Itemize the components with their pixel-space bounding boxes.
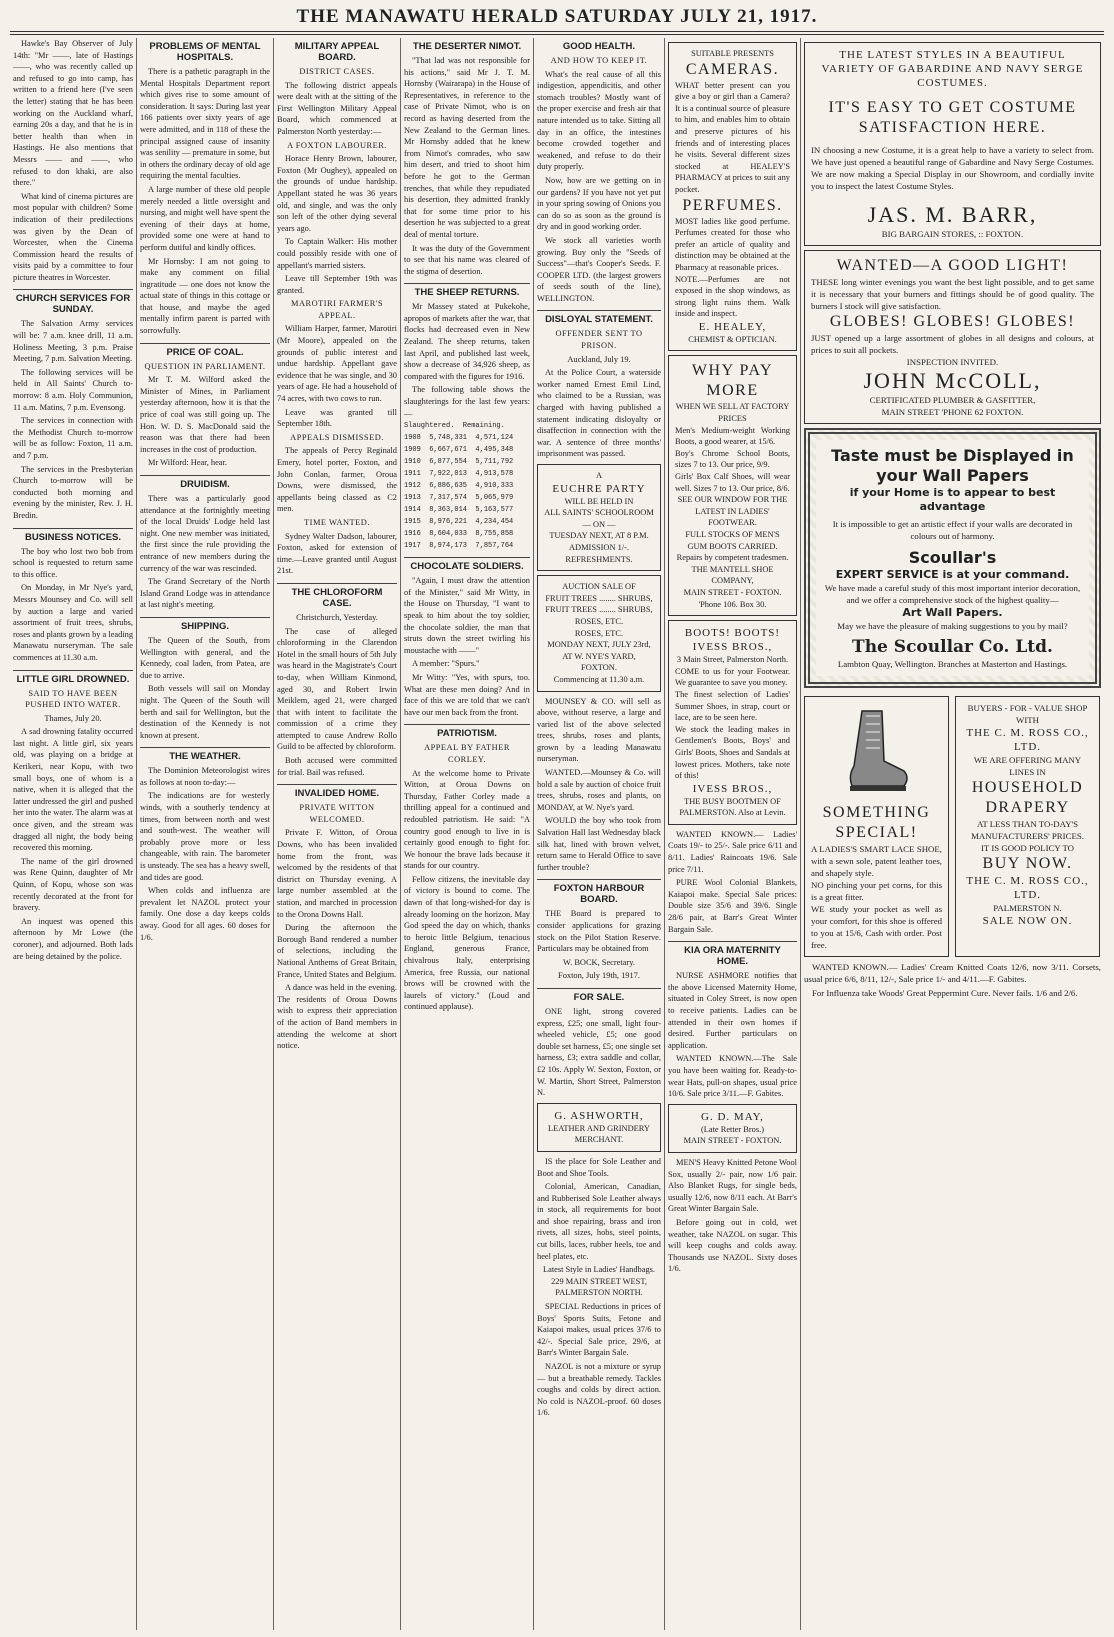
article-paragraph: During the afternoon the Borough Band rendered a number of selections, including the National Anthems of Great Britain, France, United States and Belgium. (277, 923, 397, 979)
ad-line: LEATHER AND GRINDERY MERCHANT. (548, 1123, 650, 1145)
ivess-ad (668, 620, 797, 825)
ad-line: FULL STOCKS OF MEN'S GUM BOOTS CARRIED. (685, 530, 780, 551)
ad-line: It is impossible to get an artistic effect if your walls are decorated in colours out of harmony. (832, 519, 1073, 541)
scoullar-wallpaper-ad (804, 428, 1101, 688)
table-header: Slaughtered. Remaining. (404, 422, 505, 431)
ad-line: 3 Main Street, Palmerston North. (676, 655, 789, 665)
article-paragraph: WANTED.—Mounsey & Co. will hold a sale by auction of choice fruit trees, shrubs, roses and plants, on MONDAY, at W. Nye's yard. (537, 768, 661, 812)
column-5 (534, 38, 664, 1630)
ad-text: Men's Medium-weight Working Boots, a good wearer, at 15/6. (675, 425, 790, 447)
table-row: 1909 6,667,671 4,495,348 (404, 446, 514, 455)
table-row: 1910 6,877,554 5,711,792 (404, 458, 514, 467)
article-paragraph: NURSE ASHMORE notifies that the above Licensed Maternity Home, situated in Coley Street, is now open to receive patients. Ladies can be attended in their own homes if desired. Further particulars on application. (668, 971, 797, 1050)
ad-title: WHY PAY (691, 362, 774, 380)
ad-text: NO pinching your pet corns, for this is a great fitter. (811, 880, 942, 902)
headline-deserter: THE DESERTER NIMOT. (412, 41, 522, 52)
article-paragraph: William Harper, farmer, Marotiri (Mr Moore), appealed on the grounds of public interest and undue hardship. Appellant gave evidence that he was single, and 30 years of age. He had a household of 74 acres, with two cows to run. (277, 324, 397, 404)
headline-harbour-board: FOXTON HARBOUR BOARD. (537, 879, 661, 905)
article-paragraph: Mr Hornsby: I am not going to make any comment on filial ingratitude — one does not know the actual state of things in this cottage or that house, and maybe the aged mentally infirm parent is parted with sorrowfully. (140, 256, 270, 336)
ad-title: THE C. M. ROSS CO., LTD. (966, 727, 1089, 753)
ad-text: We stock the leading makes in Gentlemen's Boots, Boys' and Girls' Boots, Shoes and Sandals at lowest prices. Mothers, take note of this! (675, 724, 790, 781)
headline-good-health: GOOD HEALTH. (562, 41, 636, 52)
ad-line: CHEMIST & OPTICIAN. (688, 334, 777, 344)
article-paragraph: When colds and influenza are prevalent let NAZOL protect your family. One dose a day keeps colds away. Good for all ages. 60 doses for 1/6. (140, 886, 270, 942)
ad-line: FRUIT TREES ........ SHRUBS, (545, 593, 653, 603)
article-paragraph: Colonial, American, Canadian, and Rubberised Sole Leather always in stock, all requirements for boot and shoe repairing, brass and iron rivets, all sizes, hobs, steel points, cut bills, laces, rubber heels, toe and heel plates, etc. (537, 1182, 661, 1261)
article-paragraph: At the Police Court, a waterside worker named Ernest Emil Lind, who claimed to be a Russian, was charged with having published a statement indicating disloyalty or disaffection in connection with the war. A sentence of three months' imprisonment was passed. (537, 368, 661, 459)
subheadline: SAID TO HAVE BEEN PUSHED INTO WATER. (25, 688, 121, 710)
article-paragraph: An inquest was opened this afternoon by Mr Lowe (the coroner), and adjourned. Both lads are being detained by the police. (13, 916, 133, 961)
masthead-rule (10, 31, 1104, 32)
table-row: 1913 7,317,574 5,065,979 (404, 494, 514, 503)
ad-title: GLOBES! GLOBES! GLOBES! (829, 313, 1076, 330)
ad-title: JAS. M. BARR, (867, 202, 1038, 227)
barr-costume-ad (804, 42, 1101, 246)
ad-line: WILL BE HELD IN (564, 496, 634, 506)
column-3 (274, 38, 400, 1630)
ad-line: May we have the pleasure of making suggestions to you by mail? (837, 621, 1068, 631)
article-paragraph: Fellow citizens, the inevitable day of victory is bound to come. The dawn of that long-wished-for day is already looming on the horizon. May God speed the day on which, thanks to heroic little Belgium, tenacious England, generous France, chivalrous Italy, enterprising America, free Russia, our national brows will be crowned with the laurels of victory." (Loud and continued applause). (404, 874, 530, 1012)
article-paragraph: Private F. Witton, of Oroua Downs, who has been invalided home from the front, was welcomed by the residents of that district on Thursday evening. A large number assembled at the station, and marched in procession to the Orona Downs Hall. (277, 828, 397, 919)
ad-title: Scoullar's (908, 548, 997, 567)
headline-mental-hospitals: PROBLEMS OF MENTAL HOSPITALS. (149, 41, 261, 63)
masthead: THE MANAWATU HERALD SATURDAY JULY 21, 1917. (296, 6, 818, 27)
article-paragraph: The Grand Secretary of the North Island Grand Lodge was in attendance at last night's meeting. (140, 577, 270, 610)
ad-text: WHAT better present can you give a boy or girl than a Camera? It is a continual source of pleasure to him, and enables him to obtain and preserve pictures of his friends and of interesting places he visits. Several different sizes stocked at HEALEY'S PHARMACY at prices to suit any pocket. (675, 80, 790, 194)
article-paragraph: It was the duty of the Government to see that his name was cleared of the stigma of desertion. (404, 243, 530, 276)
article-paragraph: THE Board is prepared to consider applications for grazing stock on the Pilot Station Reserve. Particulars may be obtained from (537, 909, 661, 954)
article-paragraph: What kind of cinema pictures are most popular with children? Some indication of their predilections was given by the Dean of Worcester, when the Cinema Commission heard the results of visits paid by a committee to four picture theatres in Worcester. (13, 191, 133, 282)
subheadline: PRIVATE WITTON WELCOMED. (299, 803, 375, 824)
article-paragraph: Both accused were committed for trial. Bail was refused. (277, 756, 397, 777)
table-row: 1915 8,976,221 4,234,454 (404, 518, 514, 527)
article-paragraph: WANTED KNOWN.— Ladies' Cream Knitted Coats 12/6, now 3/11. Corsets, usual price 6/6, 8/11, 12/-, Sale price 1/- and 4/11.—F. Gabites. (804, 962, 1101, 984)
ad-line: if your Home is to appear to best advantage (849, 486, 1056, 513)
ad-title: WANTED—A GOOD LIGHT! (836, 257, 1069, 274)
ad-title: IVESS BROS., (692, 782, 773, 795)
article-paragraph: There is a pathetic paragraph in the Mental Hospitals Department report which gives rise to some amount of consideration. It says: During last year 166 patients over sixty years of age were admitted, and in 118 of these the principal assigned cause of insanity was senility — premature in some, but in others the ordinary decay of old age requiring the mental faculties. (140, 67, 270, 181)
article-paragraph: IS the place for Sole Leather and Boot and Shoe Tools. (537, 1156, 661, 1178)
ad-line: TUESDAY NEXT, AT 8 P.M. (549, 531, 649, 541)
column-4 (401, 38, 533, 1630)
ad-line: CERTIFICATED PLUMBER & GASFITTER, (869, 395, 1036, 405)
ad-line: BIG BARGAIN STORES, :: FOXTON. (881, 229, 1024, 239)
ad-line: A (595, 471, 603, 480)
ad-line: FRUIT TREES ........ SHRUBS, (545, 605, 653, 615)
ad-title: PERFUMES. (682, 196, 783, 214)
article-paragraph: Mr Massey stated at Pukekohe, apropos of markets after the war, that flocks had decreased even in New Zealand. The sheep returns, taken last April, and published last week, show a decrease of 34,926 sheep, as compared with the figures for 1916. (404, 302, 530, 381)
ad-title: G. ASHWORTH, (554, 1109, 644, 1122)
signature: W. BOCK, Secretary. (563, 957, 635, 967)
ad-title: Art Wall Papers. (902, 606, 1003, 619)
dateline: Foxton, July 19th, 1917. (558, 971, 640, 981)
ad-line: MAIN STREET - FOXTON. (683, 587, 782, 597)
table-row: 1916 8,604,033 8,755,858 (404, 530, 514, 539)
article-paragraph: There was a particularly good attendance at the fortnightly meeting of the local Druids' Lodge held last night. One new member was initiated, the first since the rule providing the entrance of new members during the currency of the war was rescinded. (140, 494, 270, 573)
ad-text: WE study your pocket as well as your comfort, for this shoe is offered to you at 15/6, Cash with order. Post free. (811, 904, 942, 950)
ad-title: G. D. MAY, (701, 1110, 764, 1123)
ad-text: COME to us for your Footwear. We guarantee to save you money. (675, 666, 790, 688)
article-paragraph: The indications are for westerly winds, with a southerly tendency at times, from between north and west and south-west. The weather will probably prove more or less changeable, with rain. The barometer is unsteady. The sea has a heavy swell, and tides are good. (140, 791, 270, 882)
ad-line: ADMISSION 1/-. REFRESHMENTS. (565, 542, 633, 564)
ad-title: HOUSEHOLD DRAPERY (971, 779, 1084, 816)
headline-for-sale: FOR SALE. (537, 988, 661, 1003)
article-paragraph: At the welcome home to Private Witton, at Oroua Downs on Thursday, Father Corley made a thrilling appeal for a continued and redoubled patriotism. He said: "A country good enough to live in is certainly good enough to fight for. We honour the brave lads because it stands for our country. (404, 768, 530, 871)
ad-text: THESE long winter evenings you want the best light possible, and to get same it is necessary that your burners and fittings should be of good quality. The burners I stock will give satisfaction. (811, 277, 1094, 311)
article-paragraph: WANTED KNOWN.— Ladies' Coats 19/- to 25/-. Sale price 6/11 and 8/11. Ladies' Raincoats 19/6. Sale price 7/11. (668, 829, 797, 874)
subheadline: APPEAL BY FATHER CORLEY. (424, 743, 510, 764)
ad-title: JOHN McCOLL, (863, 368, 1042, 393)
ad-title: BOOTS! BOOTS! (684, 627, 781, 640)
article-paragraph: The following district appeals were dealt with at the sitting of the First Wellington Military Appeal Board, which commenced at Palmerston North yesterday:— (277, 80, 397, 136)
ad-line: ALL SAINTS' SCHOOLROOM (544, 508, 654, 518)
mantell-shoe-ad (668, 355, 797, 616)
article-paragraph: The name of the girl drowned was Rene Quinn, daughter of Mr Quinn, of Kopu, whose son was recently decorated at the front for bravery. (13, 856, 133, 913)
may-shoe-ad (804, 696, 949, 957)
ad-line: THE MANTELL SHOE COMPANY, (691, 564, 774, 586)
article-paragraph: The boy who lost two bob from school is requested to return same to this office. (13, 546, 133, 579)
column-1 (10, 38, 136, 1630)
ad-line: ROSES, ETC. (574, 628, 624, 638)
table-row: 1914 8,363,014 5,163,577 (404, 506, 514, 515)
headline-military-appeal: MILITARY APPEAL BOARD. (294, 41, 380, 63)
ad-text: The finest selection of Ladies' Summer Shoes, in strap, court or lace, are to be seen here. (675, 689, 790, 723)
ad-line: WHEN WE SELL AT FACTORY PRICES (675, 402, 790, 424)
article-paragraph: What's the real cause of all this indigestion, appendicitis, and other stomach troubles? Mostly want of the proper exercise and fresh air that nature intended us to take. Sitting all day in an office, the intestines become crowded together and weakened, and refuse to do their duty properly. (537, 69, 661, 172)
ad-text: Boy's Chrome School Boots, sizes 7 to 13. Our price, 9/9. (675, 448, 790, 470)
ad-line: SEE OUR WINDOW FOR THE LATEST IN LADIES' FOOTWEAR. (677, 495, 788, 528)
ad-title: E. HEALEY, (698, 320, 767, 333)
ad-inner (816, 440, 1089, 676)
masthead-rule-2 (10, 34, 1104, 35)
column-2 (137, 38, 273, 1630)
article-paragraph: Leave till September 19th was granted. (277, 274, 397, 295)
column-7 (801, 38, 1104, 1630)
ad-text: NOTE.—Perfumes are not exposed in the shop windows, as strong light ruins them. Walk inside and inspect. (675, 274, 790, 319)
column-6 (665, 38, 800, 1630)
ad-title: SOMETHING SPECIAL! (822, 804, 931, 841)
article-paragraph: MOUNSEY & CO. will sell as above, without reserve, a large and varied list of the above selected trees, shrubs, roses and plants, grown by a leading Manawatu nurseryman. (537, 696, 661, 764)
article-paragraph: The case of alleged chloroforming in the Clarendon Hotel in the small hours of 5th July was heard in the Magistrate's Court to-day, when William Kinmond, aged 30, and Robert Irwin Meiklem, aged 21, were charged that with intent to facilitate the commission of a crime they attempted to cause Andrew Rollo Guild to be affected by chloroform. (277, 626, 397, 752)
subheadline: APPEALS DISMISSED. (290, 432, 384, 442)
ad-line: Commencing at 11.30 a.m. (553, 674, 645, 684)
article-paragraph: "That lad was not responsible for his actions," said Mr J. T. M. Hornsby (Wairarapa) in the House of Representatives, in reference to the case of Private Nimot, who is on record as having deserted from the New Zealand to the German lines. Mr Hornsby added that he knew from Nimot's comrades, who saw him desert, and tried to shoot him before he got to the German trenches, that while they repudiated his desertion, they admitted frankly that for some time prior to his desertion he was subjected to a great deal of mental torture. (404, 56, 530, 239)
ad-line: AT W. NYE'S YARD, FOXTON. (562, 651, 636, 673)
headline-weather: THE WEATHER. (140, 747, 270, 762)
ad-title: SALE NOW ON. (982, 915, 1073, 927)
article-paragraph: Leave was granted till September 18th. (277, 407, 397, 429)
ad-text: A LADIES'S SMART LACE SHOE, with a sewn sole, patent leather toes, and shapely style. (811, 844, 942, 878)
article-paragraph: Mr Witty: "Yes, with spurs, too. What are these men doing? And in face of this we are told that we can't have our men back from the front. (404, 672, 530, 717)
headline-coal: PRICE OF COAL. (140, 343, 270, 358)
article-paragraph: The services in connection with the Methodist Church to-morrow will be as follow: Foxton, 11 a.m. and 7 p.m. (13, 416, 133, 460)
bottom-ads-row (804, 692, 1101, 961)
headline-chloroform: THE CHLOROFORM CASE. (277, 583, 397, 609)
article-paragraph: A member: "Spurs." (412, 659, 480, 669)
ad-title: The Scoullar Co. Ltd. (852, 637, 1053, 657)
subheadline: MAROTIRI FARMER'S APPEAL. (291, 299, 383, 320)
article-paragraph: For Influenza take Woods' Great Peppermint Cure. Never fails. 1/6 and 2/6. (812, 988, 1078, 998)
ashworth-ad (537, 1103, 661, 1152)
article-paragraph: The Salvation Army services will be: 7 a.m. knee drill, 11 a.m. Holiness Meeting, 3 p.m. Praise Meeting, 7 p.m. Salvation Meeting. (13, 319, 133, 364)
ad-line: ROSES, ETC. (574, 616, 624, 626)
may-ad (668, 1104, 797, 1153)
headline-sheep: THE SHEEP RETURNS. (404, 283, 530, 298)
article-paragraph: A sad drowning fatality occurred last night. A little girl, six years old, was playing on a bridge at Kerikeri, near Kopu, with two small boys, one of whom is a native, when it is alleged that the latter undressed the girl and pushed her into the water. The alarm was at once given, and the stream was dragged all night, the body being recovered this morning. (13, 727, 133, 853)
ad-title: BUY NOW. (982, 855, 1073, 872)
ad-line: Repairs by competent tradesmen. (676, 553, 789, 563)
article-paragraph: MEN'S Heavy Knitted Petone Wool Sox, usually 2/- pair, now 1/6 pair. Also Blanket Rugs, for single beds, usually 12/6, now 8/11 each. At Barr's Great Winter Bargain Sale. (668, 1157, 797, 1214)
article-paragraph: The following table shows the slaughterings for the last few years:— (404, 385, 530, 418)
ad-text: Girls' Box Calf Shoes, will wear well. Sizes 7 to 13. Our price, 8/6. (675, 472, 790, 493)
ad-line: EXPERT SERVICE is at your command. (835, 568, 1070, 581)
dateline: Thames, July 20. (44, 713, 102, 723)
article-paragraph: The following services will be held in All Saints' Church to-morrow: 8 a.m. Holy Communion, 11 a.m. Matins, 7 p.m. Evensong. (13, 367, 133, 412)
subheadline: A FOXTON LABOURER. (287, 140, 387, 150)
ad-title: Taste must be Displayed in your Wall Papers (831, 446, 1074, 485)
headline-business: BUSINESS NOTICES. (13, 528, 133, 543)
ad-text: JUST opened up a large assortment of globes in all designs and colours, at prices to suit all pockets. (811, 333, 1094, 355)
ad-line: Lambton Quay, Wellington. Branches at Masterton and Hastings. (837, 659, 1068, 669)
ad-line: BUYERS - FOR - VALUE SHOP WITH (967, 703, 1088, 725)
ad-line: Latest Style in Ladies' Handbags. 229 MAIN STREET WEST, PALMERSTON NORTH. (543, 1265, 655, 1298)
headline-druidism: DRUIDISM. (140, 475, 270, 490)
table-row: 1911 7,922,013 4,913,578 (404, 470, 514, 479)
ad-title: THE C. M. ROSS CO., LTD. (966, 875, 1089, 901)
article-paragraph: WANTED KNOWN.—The Sale you have been waiting for. Ready-to-wear Hats, pull-on shapes, usual price 10/6. Sale price 3/11.—F. Gabites. (668, 1054, 797, 1099)
article-paragraph: Sydney Walter Dadson, labourer, Foxton, asked for extension of time.—Leave granted until August 21st. (277, 531, 397, 576)
headline-invalided: INVALIDED HOME. (277, 784, 397, 799)
article-paragraph: Now, how are we getting on in our gardens? If you have not yet put in your spring sowing of Onions you can do so as soon as the ground is dry and in good working order. (537, 175, 661, 232)
article-paragraph: Mr T. M. Wilford asked the Minister of Mines, in Parliament yesterday afternoon, how it is that the price of coal was still going up. The Hon. W. D. S. MacDonald said the reason was that there had been increases in the cost of production. (140, 375, 270, 454)
article-paragraph: ONE light, strong covered express, £25; one small, light four-wheeled vehicle, £5; one good double set harness, £5; one single set harness, £3; extra saddle and collar, £2 10s. Apply W. Sexton, Foxton, or W. Martin, Short Street, Palmerston N. (537, 1006, 661, 1098)
article-paragraph: To Captain Walker: His mother could possibly reside with one of appellant's married sisters. (277, 237, 397, 270)
ad-line: — ON — (582, 519, 616, 529)
auction-ad (537, 575, 661, 691)
subheadline: TIME WANTED. (304, 517, 370, 527)
ad-title: EUCHRE PARTY (552, 482, 646, 495)
article-paragraph: NAZOL is not a mixture or syrup — but a breathable remedy. Tackles coughs and colds by direct action. No cold is NAZOL-proof. 60 doses 1/6. (537, 1362, 661, 1418)
subheadline: OFFENDER SENT TO PRISON. (555, 329, 643, 351)
subheadline: DISTRICT CASES. (299, 67, 375, 76)
headline-church: CHURCH SERVICES FOR SUNDAY. (13, 289, 133, 315)
article-paragraph: A large number of these old people merely needed a little oversight and nursing, and might well have spent the evening of their days at home, provided some one were at hand to perform dutiful and kindly offices. (140, 184, 270, 252)
article-paragraph: WOULD the boy who took from Salvation Hall last Wednesday black silk hat, lined with brown velvet, return same to Herald Office to save further trouble? (537, 816, 661, 872)
table-row: 1912 6,886,635 4,910,333 (404, 482, 514, 491)
boot-icon (842, 706, 912, 796)
headline-disloyal: DISLOYAL STATEMENT. (537, 310, 661, 325)
ad-line: SUITABLE PRESENTS (691, 49, 774, 58)
table-row: 1908 5,748,331 4,571,124 (404, 434, 514, 443)
subheadline: QUESTION IN PARLIAMENT. (144, 361, 266, 371)
article-paragraph: Both vessels will sail on Monday night. The Queen of the South will berth and sail for Wellington, but the destination of the Kennedy is not known at present. (140, 684, 270, 740)
article-paragraph: The Dominion Meteorologist wires as follows at noon to-day:— (140, 766, 270, 787)
ad-title: THE LATEST STYLES IN A BEAUTIFUL VARIETY OF GABARDINE AND NAVY SERGE COSTUMES. (821, 49, 1084, 89)
article-paragraph: Horace Henry Brown, labourer, Foxton (Mr Oughey), appealed on the grounds of undue hardship. Appellant stated he was 36 years old, and single, and was the only son left of the other dying several years ago. (277, 154, 397, 233)
ad-line: PALMERSTON N. (993, 903, 1062, 913)
healey-ad (668, 42, 797, 351)
ad-line: (Late Retter Bros.) (700, 1124, 765, 1134)
ad-line: AUCTION SALE OF (562, 582, 636, 592)
subheadline: AND HOW TO KEEP IT. (550, 56, 648, 65)
ross-drapery-ad (955, 696, 1100, 957)
ad-line: WE ARE OFFERING MANY LINES IN (973, 755, 1082, 777)
article-paragraph: On Monday, in Mr Nye's yard, Messrs Mounsey and Co. will sell by auction a large and varied assortment of fruit trees, shrubs, roses and plants grown by a leading Manawatu nurseryman. The sale commences at 11.30 a.m. (13, 583, 134, 662)
ad-line: We have made a careful study of this most important interior decoration, and we offer a comprehensive stock of the highest quality— (824, 583, 1081, 605)
ad-line: MAIN STREET 'PHONE 62 FOXTON. (881, 407, 1024, 417)
headline-patriotism: PATRIOTISM. (404, 724, 530, 739)
ad-line: IT IS GOOD POLICY TO (980, 843, 1075, 853)
headline-chocolate: CHOCOLATE SOLDIERS. (404, 557, 530, 572)
ad-title: CAMERAS. (685, 60, 780, 78)
ad-title: MORE (706, 382, 759, 400)
article-paragraph: PURE Wool Colonial Blankets, Kaiapoi make. Special Sale prices: Double size 35/6 and 39/6. Single 28/6 pair, at Barr's Great Winter Bargain Sale. (668, 878, 797, 934)
ad-line: AT LESS THAN TO-DAY'S MANUFACTURERS' PRICES. (971, 819, 1084, 841)
ad-text: MOST ladies like good perfume. Perfumes created for those who prefer an article of quality and distinction may be obtained at the Pharmacy at reasonable prices. (675, 216, 790, 272)
article-paragraph: We stock all varieties worth growing. Buy only the "Seeds of Success"—that's Cooper's Seeds. F. COOPER LTD. (the largest growers of seeds south of the line), WELLINGTON. (537, 235, 661, 303)
headline-girl-drowned: LITTLE GIRL DROWNED. (13, 670, 133, 685)
article-paragraph: Before going out in cold, wet weather, take NAZOL on sugar. This will keep coughs and colds away. Thousands use NAZOL. Sixty doses 1/6. (668, 1217, 797, 1274)
article-paragraph: Mr Wilford: Hear, hear. (148, 458, 227, 468)
ad-line: MAIN STREET - FOXTON. (683, 1136, 782, 1146)
article-paragraph: A dance was held in the evening. The residents of Oroua Downs wish to express their appreciation of the action of Band members in attending the welcome at short notice. (277, 983, 397, 1051)
dateline: Auckland, July 19. (567, 354, 631, 364)
ad-line: MONDAY NEXT, JULY 23rd, (547, 640, 651, 650)
ad-title: IT'S EASY TO GET COSTUME SATISFACTION HERE. (828, 99, 1077, 136)
table-row: 1917 8,974,173 7,857,764 (404, 542, 514, 551)
euchre-party-ad (537, 464, 661, 571)
article-paragraph: The Queen of the South, from Wellington with general, and the Kennedy, coal laden, from Patea, are due to arrive. (140, 635, 270, 680)
article-paragraph: The appeals of Percy Reginald Emery, hotel porter, Foxton, and John Conlan, farmer, Oroua Downs, were dismissed, the appellants being classed as C2 men. (277, 446, 397, 514)
article-paragraph: "Again, I must draw the attention of the Minister," said Mr Witty, in the House on Thursday, "I want to speak to him about the toy soldier, the chocolate soldier, the man that struts down the street twirling his moustache with ——" (404, 576, 530, 655)
headline-shipping: SHIPPING. (140, 617, 270, 632)
ad-line: INSPECTION INVITED. (906, 357, 999, 367)
article-paragraph: Hawke's Bay Observer of July 14th: "Mr ——, late of Hastings ——, who was recently called up and refused to go into camp, has written to a friend here (I've seen the letter) stating that he has been working on the Auckland wharf, earning 20s a day, and that he is in better health than when in Hastings. He also mentions that Messrs —— and ——, who refused to don khaki, are also there." (13, 39, 133, 188)
dateline: Christchurch, Yesterday. (296, 612, 378, 622)
ad-text: IN choosing a new Costume, it is a great help to have a variety to select from. We have just opened a beautiful range of Gabardine and Navy Serge Costumes. We are now making a Special Display in our Showroom, and cordially invite you to inspect the latest Costume Styles. (811, 145, 1094, 191)
headline-kia-ora: KIA ORA MATERNITY HOME. (668, 941, 797, 967)
mccoll-ad (804, 250, 1101, 424)
article-paragraph: SPECIAL Reductions in prices of Boys' Sports Suits, Fetone and Kaiapoi makes, usual prices 37/6 to 42/-. Special Sale price, 29/6, at Barr's Winter Bargain Sale. (537, 1302, 661, 1358)
article-paragraph: The services in the Presbyterian Church to-morrow will be conducted both morning and evening by the minister, Rev. J. H. Bredin. (13, 464, 133, 520)
ad-title: IVESS BROS., (692, 641, 773, 654)
ad-line: 'Phone 106. Box 30. (698, 599, 767, 609)
ad-line: THE BUSY BOOTMEN OF PALMERSTON. Also at Levin. (679, 796, 786, 818)
